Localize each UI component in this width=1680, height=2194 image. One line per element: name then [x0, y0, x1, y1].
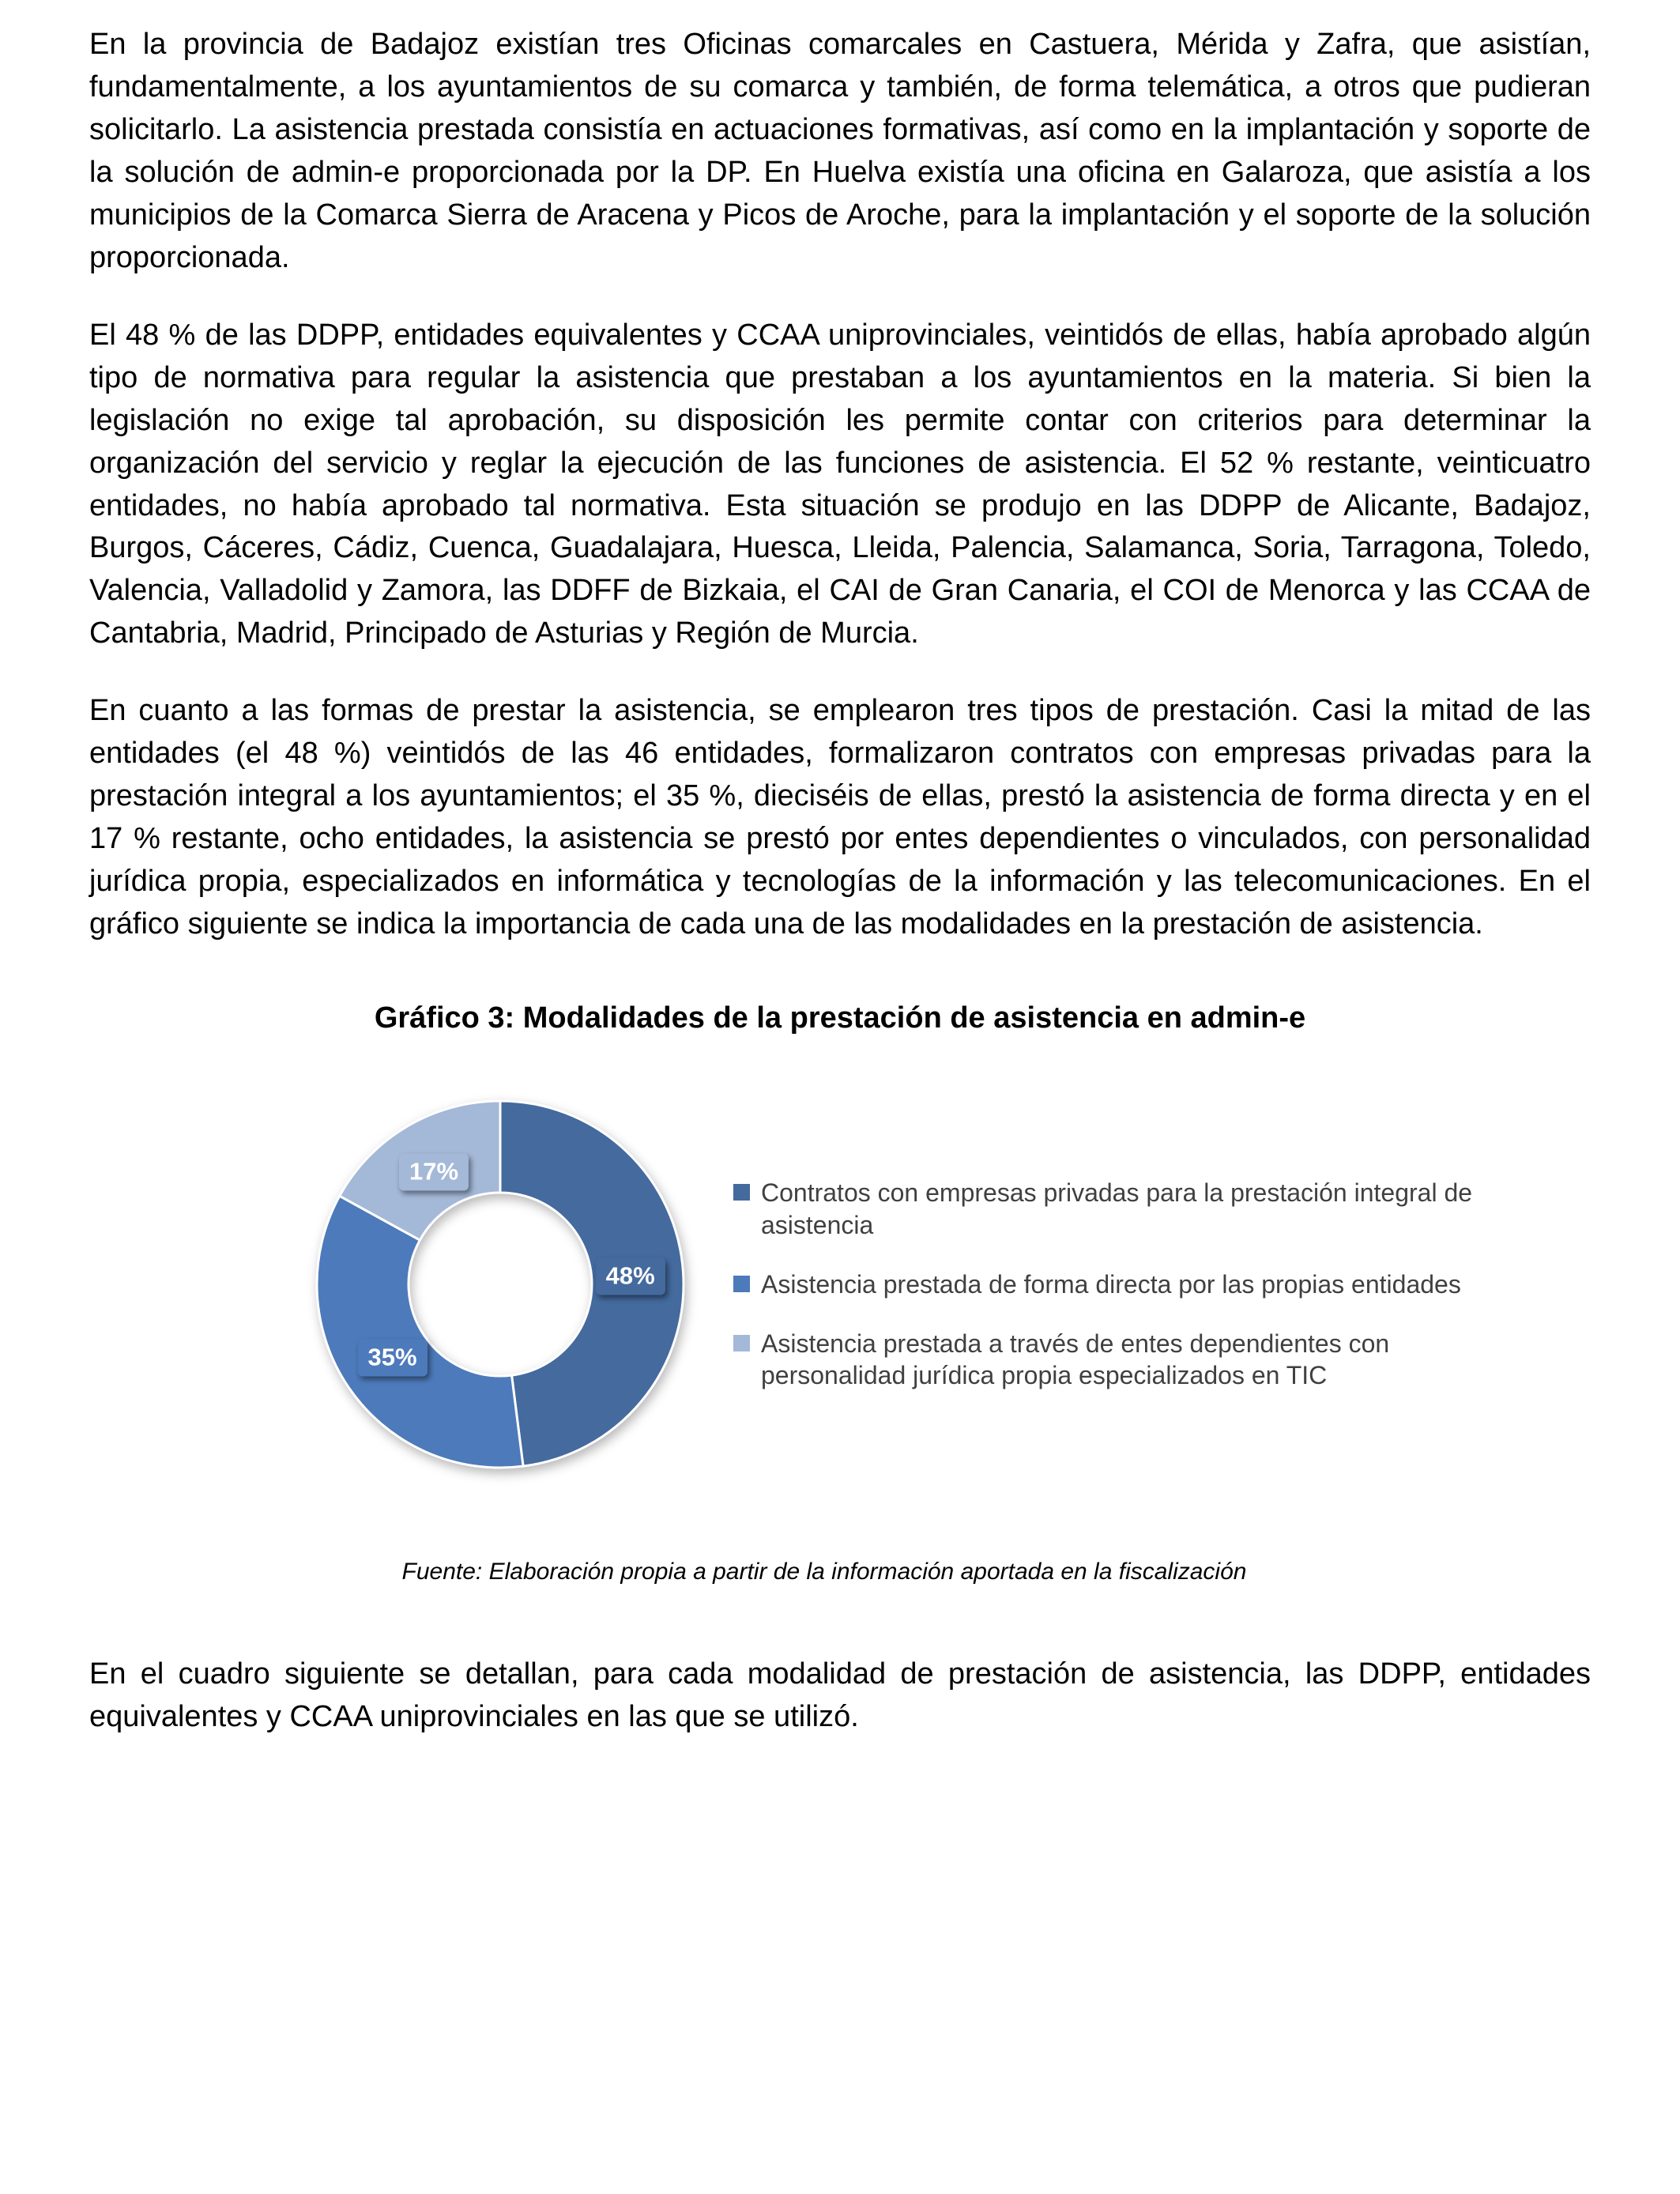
legend-label: Asistencia prestada a través de entes dependientes con personalidad jurídica propia especializados en TIC: [761, 1329, 1390, 1390]
donut-plot-area: [315, 1099, 686, 1470]
data-label: 35%: [358, 1339, 428, 1376]
legend-item: [733, 1328, 1531, 1393]
legend-item: [733, 1177, 1531, 1242]
data-label: 17%: [399, 1154, 469, 1191]
data-label: 48%: [596, 1257, 665, 1295]
body-paragraph-1: En la provincia de Badajoz existían tres Oficinas comarcales en Castuera, Mérida y Zafra, que asistían, fundamentalmente, a los ayuntamientos de su comarca y también, de forma telemática, a otros que pudieran solicitarlo. La asistencia prestada consistía en actuaciones formativas, así como en la implantación y soporte de la solución de admin-e proporcionada por la DP. En Huelva existía una oficina en Galaroza, que asistía a los municipios de la Comarca Sierra de Aracena y Picos de Aroche, para la implantación y el soporte de la solución proporcionada.: [89, 28, 1591, 274]
legend-label: Asistencia prestada de forma directa por las propias entidades: [761, 1269, 1461, 1299]
legend-label: Contratos con empresas privadas para la prestación integral de asistencia: [761, 1178, 1473, 1239]
body-paragraph-2: El 48 % de las DDPP, entidades equivalentes y CCAA uniprovinciales, veintidós de ellas, había aprobado algún tipo de normativa para regular la asistencia que prestaban a los ayuntamientos en la materia. Si bien la legislación no exige tal aprobación, su disposición les permite contar con criterios para determinar la organización del servicio y reglar la ejecución de las funciones de asistencia. El 52 % restante, veinticuatro entidades, no había aprobado tal normativa. Esta situación se produjo en las DDPP de Alicante, Badajoz, Burgos, Cáceres, Cádiz, Cuenca, Guadalajara, Huesca, Lleida, Palencia, Salamanca, Soria, Tarragona, Toledo, Valencia, Valladolid y Zamora, las DDFF de Bizkaia, el CAI de Gran Canaria, el COI de Menorca y las CCAA de Cantabria, Madrid, Principado de Asturias y Región de Murcia.: [89, 318, 1591, 650]
closing-paragraph: En el cuadro siguiente se detallan, para cada modalidad de prestación de asistencia, las DDPP, entidades equivalentes y CCAA uniprovinciales en las que se utilizó.: [89, 1657, 1591, 1734]
chart-title: Gráfico 3: Modalidades de la prestación de asistencia en admin-e: [374, 1001, 1306, 1035]
donut-slice: [500, 1101, 684, 1466]
legend-marker-icon: [733, 1335, 750, 1351]
chart-legend: [733, 1177, 1531, 1393]
legend-marker-icon: [733, 1276, 750, 1292]
chart-source-note: Fuente: Elaboración propia a partir de la información aportada en la fiscalización: [401, 1559, 1247, 1585]
body-paragraph-3: En cuanto a las formas de prestar la asistencia, se emplearon tres tipos de prestación. Casi la mitad de las entidades (el 48 %) veintidós de las 46 entidades, formalizaron contratos con empresas privadas para la prestación integral a los ayuntamientos; el 35 %, dieciséis de ellas, prestó la asistencia de forma directa y en el 17 % restante, ocho entidades, la asistencia se prestó por entes dependientes o vinculados, con personalidad jurídica propia, especializados en informática y tecnologías de la información y las telecomunicaciones. En el gráfico siguiente se indica la importancia de cada una de las modalidades en la prestación de asistencia.: [89, 694, 1591, 941]
legend-marker-icon: [733, 1184, 750, 1201]
donut-chart: [315, 1099, 1591, 1470]
legend-item: [733, 1269, 1531, 1301]
donut-svg: [315, 1099, 686, 1470]
